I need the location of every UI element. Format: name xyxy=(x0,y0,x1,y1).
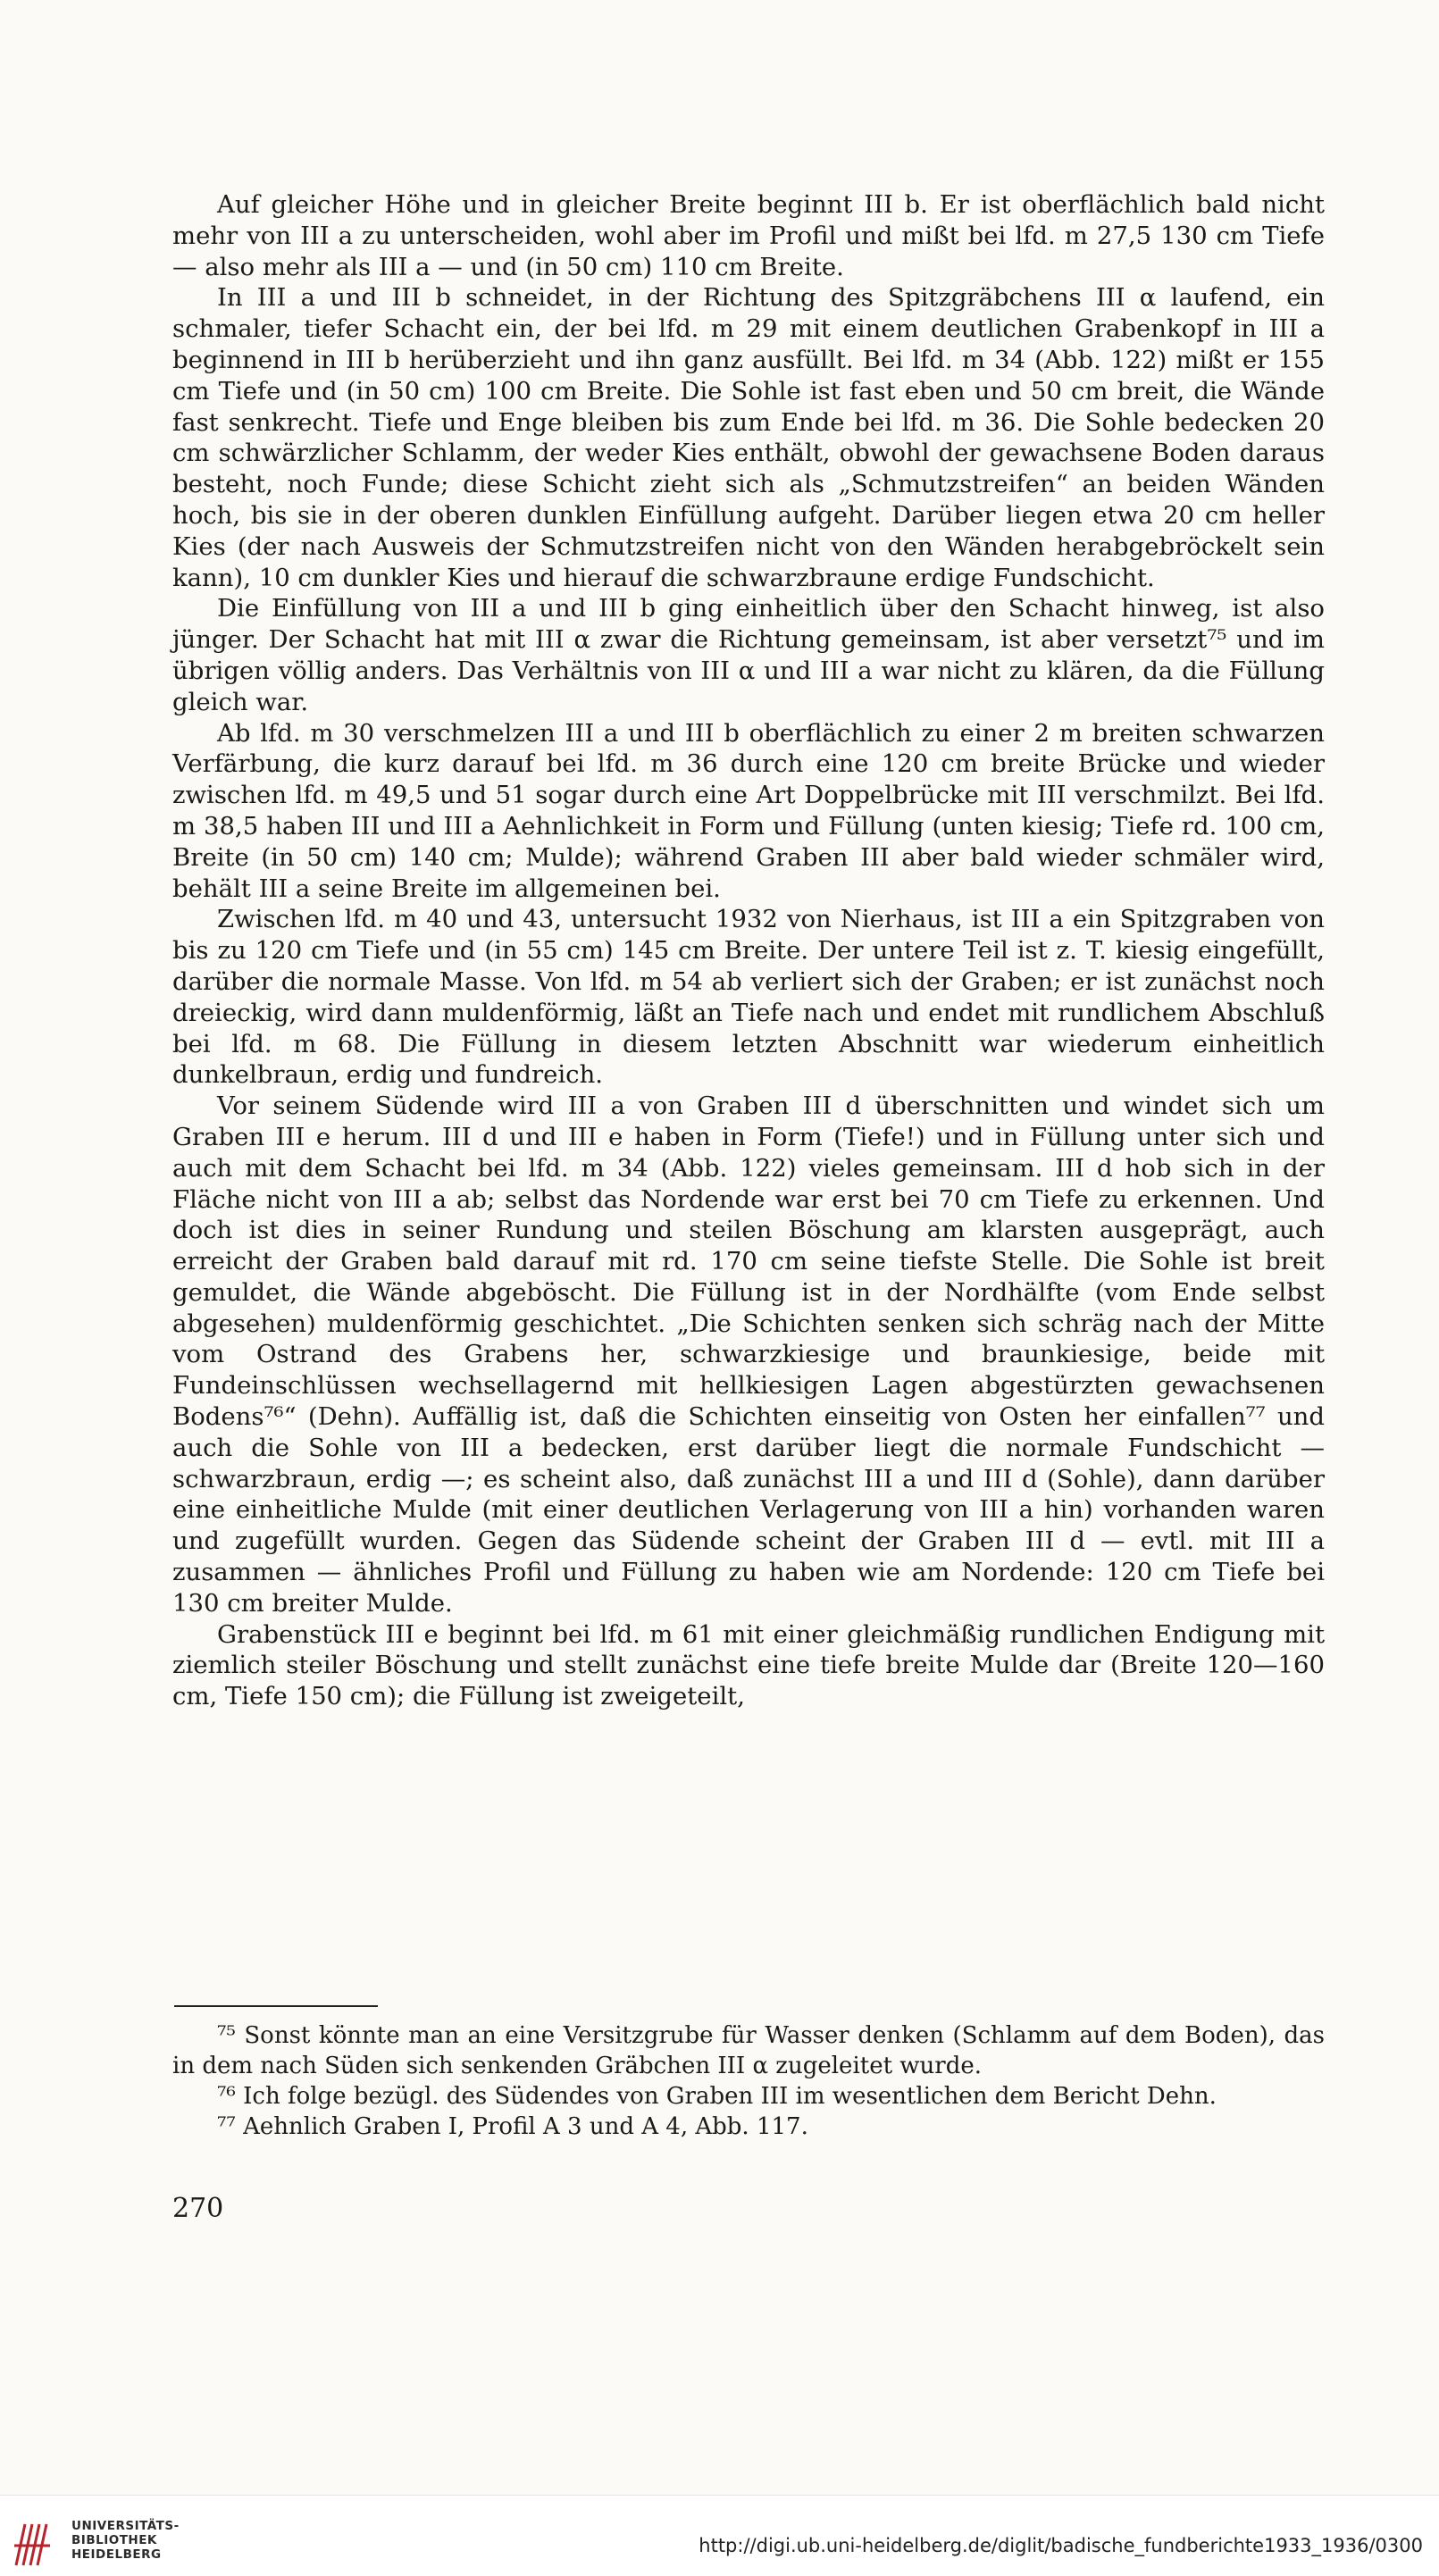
library-name xyxy=(71,2519,180,2562)
footnote: ⁷⁶ Ich folge bezügl. des Südendes von Graben III im wesentlichen dem Bericht Dehn. xyxy=(217,2083,1217,2110)
footnote: ⁷⁵ Sonst könnte man an eine Versitzgrube für Wasser denken (Schlamm auf dem Boden), das in dem nach Süden sich senkenden Gräbchen III α zugeleitet wurde. xyxy=(172,2022,1325,2079)
source-url-link[interactable]: http://digi.ub.uni-heidelberg.de/diglit/badische_fundberichte1933_1936/0300 xyxy=(699,2535,1423,2556)
library-name-line: UNIVERSITÄTS- xyxy=(71,2519,180,2533)
footnote-divider xyxy=(174,2005,378,2007)
footnote: ⁷⁷ Aehnlich Graben I, Profil A 3 und A 4, Abb. 117. xyxy=(217,2113,808,2140)
library-name-line: HEIDELBERG xyxy=(71,2547,162,2562)
library-name-line: BIBLIOTHEK xyxy=(71,2533,157,2547)
paragraph: Zwischen lfd. m 40 und 43, untersucht 1932 von Nierhaus, ist III a ein Spitzgraben von bis zu 120 cm Tiefe und (in 55 cm) 145 cm Breite. Der untere Teil ist z. T. kiesig eingefüllt, darüber die normale Masse. Von lfd. m 54 ab verliert sich der Graben; er ist zunächst noch dreieckig, wird dann muldenförmig, läßt an Tiefe nach und endet mit rundlichem Abschluß bei lfd. m 68. Die Füllung in diesem letzten Abschnitt war wiederum einheitlich dunkelbraun, erdig und fundreich. xyxy=(172,905,1325,1090)
page-number: 270 xyxy=(172,2193,224,2224)
paragraph: Auf gleicher Höhe und in gleicher Breite beginnt III b. Er ist oberflächlich bald nicht mehr von III a zu unterscheiden, wohl aber im Profil und mißt bei lfd. m 27,5 130 cm Tiefe — also mehr als III a — und (in 50 cm) 110 cm Breite. xyxy=(172,190,1325,281)
paragraph: Ab lfd. m 30 verschmelzen III a und III b oberflächlich zu einer 2 m breiten schwarzen Verfärbung, die kurz darauf bei lfd. m 36 durch eine 120 cm breite Brücke und wieder zwischen lfd. m 49,5 und 51 sogar durch eine Art Doppelbrücke mit III verschmilzt. Bei lfd. m 38,5 haben III und III a Aehnlichkeit in Form und Füllung (unten kiesig; Tiefe rd. 100 cm, Breite (in 50 cm) 140 cm; Mulde); während Graben III aber bald wieder schmäler wird, behält III a seine Breite im allgemeinen bei. xyxy=(172,718,1325,903)
footnotes xyxy=(172,2020,1325,2142)
paragraph: Grabenstück III e beginnt bei lfd. m 61 mit einer gleichmäßig rundlichen Endigung mit ziemlich steiler Böschung und stellt zunächst eine tiefe breite Mulde dar (Breite 120—160 cm, Tiefe 150 cm); die Füllung ist zweigeteilt, xyxy=(172,1619,1325,1711)
paragraph: In III a und III b schneidet, in der Richtung des Spitzgräbchens III α laufend, ein schmaler, tiefer Schacht ein, der bei lfd. m 29 mit einem deutlichen Grabenkopf in III a beginnend in III b herüberzieht und ihn ganz ausfüllt. Bei lfd. m 34 (Abb. 122) mißt er 155 cm Tiefe und (in 50 cm) 100 cm Breite. Die Sohle ist fast eben und 50 cm breit, die Wände fast senkrecht. Tiefe und Enge bleiben bis zum Ende bei lfd. m 36. Die Sohle bedecken 20 cm schwärzlicher Schlamm, der weder Kies enthält, obwohl der gewachsene Boden daraus besteht, noch Funde; diese Schicht zieht sich als „Schmutzstreifen“ an beiden Wänden hoch, bis sie in der oberen dunklen Einfüllung aufgeht. Darüber liegen etwa 20 cm heller Kies (der nach Ausweis der Schmutzstreifen nicht von den Wänden herabgebröckelt sein kann), 10 cm dunkler Kies und hierauf die schwarzbraune erdige Fundschicht. xyxy=(172,283,1325,592)
paragraph: Vor seinem Südende wird III a von Graben III d überschnitten und windet sich um Graben III e herum. III d und III e haben in Form (Tiefe!) und in Füllung unter sich und auch mit dem Schacht bei lfd. m 34 (Abb. 122) vieles gemeinsam. III d hob sich in der Fläche nicht von III a ab; selbst das Nordende war erst bei 70 cm Tiefe zu erkennen. Und doch ist dies in seiner Rundung und steilen Böschung am klarsten ausgeprägt, auch erreicht der Graben bald darauf mit rd. 170 cm seine tiefste Stelle. Die Sohle ist breit gemuldet, die Wände abgeböscht. Die Füllung ist in der Nordhälfte (vom Ende selbst abgesehen) muldenförmig geschichtet. „Die Schichten senken sich schräg nach der Mitte vom Ostrand des Grabens her, schwarzkiesige und braunkiesige, beide mit Fundeinschlüssen wechsellagernd mit hellkiesigen Lagen abgestürzten gewachsenen Bodens⁷⁶“ (Dehn). Auffällig ist, daß die Schichten einseitig von Osten her einfallen⁷⁷ und auch die Sohle von III a bedecken, erst darüber liegt die normale Fundschicht — schwarzbraun, erdig —; es scheint also, daß zunächst III a und III d (Sohle), dann darüber eine einheitliche Mulde (mit einer deutlichen Verlagerung von III a hin) vorhanden waren und zugefüllt wurden. Gegen das Südende scheint der Graben III d — evtl. mit III a zusammen — ähnliches Profil und Füllung zu haben wie am Nordende: 120 cm Tiefe bei 130 cm breiter Mulde. xyxy=(172,1091,1325,1618)
body-text xyxy=(172,189,1325,1712)
paragraph: Die Einfüllung von III a und III b ging einheitlich über den Schacht hinweg, ist also jünger. Der Schacht hat mit III α zwar die Richtung gemeinsam, ist aber versetzt⁷⁵ und im übrigen völlig anders. Das Verhältnis von III α und III a war nicht zu klären, da die Füllung gleich war. xyxy=(172,594,1325,716)
library-logo-icon xyxy=(13,2519,54,2571)
